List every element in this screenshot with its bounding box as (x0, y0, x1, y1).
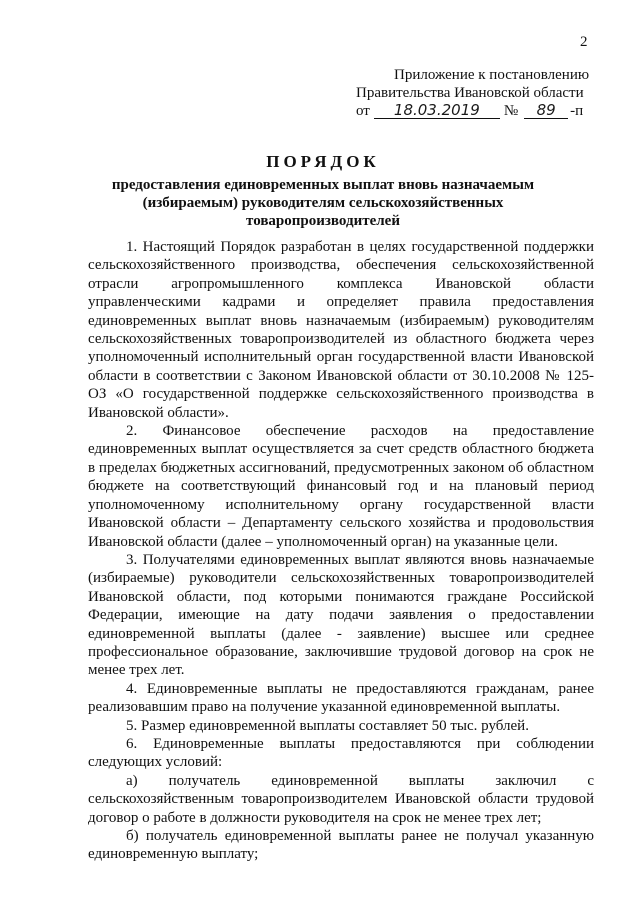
paragraph-2: 2. Финансовое обеспечение расходов на предоставление единовременных выплат осуществляется за счет средств областного бюджета в пределах бюджетных ассигнований, предусмотренных законом об областном бюджете на соответствующий финансовый год и на плановый период уполномоченному исполнительному органу государственной власти Ивановской области – Департаменту сельского хозяйства и продовольствия Ивановской области (далее – уполномоченный орган) на указанные цели. (88, 423, 594, 550)
title-subtitle-line-2: (избираемым) руководителям сельскохозяйственных (142, 195, 504, 211)
title-subtitle-line-3: товаропроизводителей (246, 213, 400, 229)
appendix-header (356, 66, 606, 120)
paragraph-6b: б) получатель единовременной выплаты ранее не получал указанную единовременную выплату; (88, 828, 594, 863)
from-label: от (356, 103, 370, 119)
number-label: № (503, 103, 519, 119)
appendix-line-1: Приложение к постановлению (394, 67, 590, 83)
number-suffix: -п (570, 103, 584, 119)
paragraph-5: 5. Размер единовременной выплаты составляет 50 тыс. рублей. (126, 717, 529, 734)
title-main: ПОРЯДОК (266, 152, 380, 171)
document-title (100, 152, 546, 230)
appendix-line-2: Правительства Ивановской области (356, 85, 584, 101)
handwritten-number: 89 (524, 102, 568, 119)
document-body (88, 238, 594, 864)
paragraph-4: 4. Единовременные выплаты не предоставляются гражданам, ранее реализовавшим право на получение указанной единовременной выплаты. (88, 680, 594, 716)
title-subtitle-line-1: предоставления единовременных выплат вновь назначаемым (111, 177, 535, 193)
paragraph-1: 1. Настоящий Порядок разработан в целях государственной поддержки сельскохозяйственного производства, обеспечения сельскохозяйственной отрасли агропромышленного комплекса Ивановской области управленческими кадрами и определяет правила предоставления единовременных выплат вновь назначаемым (избираемым) руководителям сельскохозяйственных товаропроизводителей из областного бюджета через уполномоченный исполнительный орган государственной власти Ивановской области в соответствии с Законом Ивановской области от 30.10.2008 № 125-ОЗ «О государственной поддержке сельскохозяйственного производства в Ивановской области». (88, 239, 594, 421)
paragraph-6: 6. Единовременные выплаты предоставляются при соблюдении следующих условий: (88, 735, 594, 771)
paragraph-6a: а) получатель единовременной выплаты заключил с сельскохозяйственным товаропроизводителем Ивановской области трудовой договор о работе в должности руководителя на срок не менее трех лет; (88, 772, 594, 826)
page-number: 2 (580, 34, 588, 50)
handwritten-date: 18.03.2019 (374, 102, 500, 119)
appendix-date-number-line (356, 102, 606, 120)
paragraph-3: 3. Получателями единовременных выплат являются вновь назначаемые (избираемые) руководители сельскохозяйственных товаропроизводителей Ивановской области, под которыми понимаются граждане Российской Федерации, имеющие на дату подачи заявления о предоставлении единовременной выплаты (далее - заявление) высшее или среднее профессиональное образование, заключившие трудовой договор на срок не менее трех лет. (88, 551, 594, 679)
